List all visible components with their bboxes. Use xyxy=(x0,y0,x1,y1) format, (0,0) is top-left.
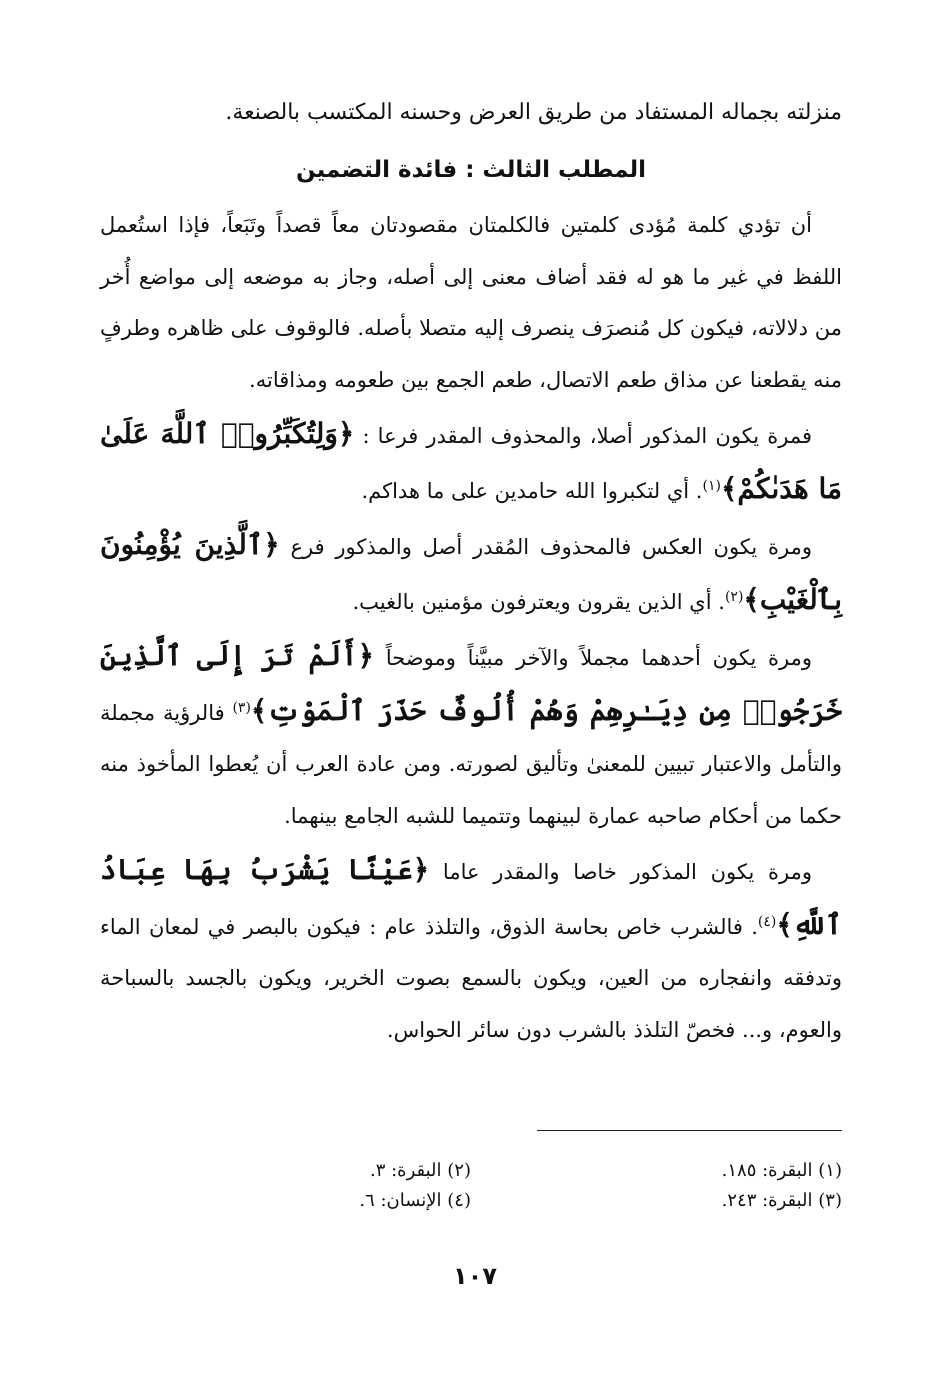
footnote-1: (١) البقرة: ١٨٥. xyxy=(721,1160,842,1181)
quran-verse-2: ﴿ٱلَّذِينَ يُؤْمِنُونَ بِٱلْغَيْبِ﴾ xyxy=(100,528,842,616)
paragraph-3-text: ومرة يكون العكس فالمحذوف المُقدر أصل والمذكور فرع xyxy=(290,535,812,559)
footnote-2: (٢) البقرة: ٣. xyxy=(369,1160,471,1181)
page-number: ١٠٧ xyxy=(453,1262,497,1290)
footnote-separator xyxy=(537,1130,842,1131)
footnote-4: (٤) الإنسان: ٦. xyxy=(359,1190,471,1211)
paragraph-5-text: ومرة يكون المذكور خاصا والمقدر عاما xyxy=(442,860,812,884)
paragraph-4-text-after: فالرؤية مجملة والتأمل والاعتبار تبيين للمعنىٰ وتأليق لصورته. ومن عادة العرب أن يُعطوا المأخوذ منه حكما من أحكام صاحبه عمارة لبينهما وتتميما للشبه الجامع بينهما. xyxy=(100,700,842,828)
footnote-ref-3: (٣) xyxy=(232,699,251,716)
paragraph-2-text-after: . أي لتكبروا الله حامدين على ما هداكم. xyxy=(361,478,703,503)
quran-verse-1: ﴿وَلِتُكَبِّرُوا۟ ٱللَّهَ عَلَىٰ مَا هَدَىٰكُمْ﴾ xyxy=(100,417,842,505)
paragraph-4-text: ومرة يكون أحدهما مجملاً والآخر مبيَّناً وموضحاً xyxy=(385,646,813,670)
paragraph-3-text-after: . أي الذين يقرون ويعترفون مؤمنين بالغيب. xyxy=(352,589,725,614)
quran-verse-4: ﴿عَيْنًا يَشْرَبُ بِهَا عِبَادُ ٱللَّهِ﴾ xyxy=(100,853,842,941)
intro-line: منزلته بجماله المستفاد من طريق العرض وحسنه المكتسب بالصنعة. xyxy=(225,100,842,125)
paragraph-2 xyxy=(100,408,842,517)
footnote-ref-4: (٤) xyxy=(757,913,777,930)
footnote-ref-2: (٢) xyxy=(724,588,744,605)
page-body xyxy=(100,88,842,1058)
paragraph-1: أن تؤدي كلمة مُؤدى كلمتين فالكلمتان مقصودتان معاً قصداً وتَبَعاً، فإذا استُعمل اللفظ في غير ما هو له فقد أضاف معنى إلى أصله، وجاز به موضعه إلى مواضع أُخر من دلالاته، فيكون كل مُنصرَف ينصرف إليه متصلا بأصله. فالوقوف على ظاهره وطرفٍ منه يقطعنا عن مذاق طعم الاتصال، طعم الجمع بين طعومه ومذاقاته. xyxy=(100,213,842,392)
paragraph-4 xyxy=(100,630,842,842)
quran-verse-3: ﴿أَلَمْ تَرَ إِلَى ٱلَّذِينَ خَرَجُوا۟ مِن دِيَـٰرِهِمْ وَهُمْ أُلُوفٌ حَذَرَ ٱلْمَوْتِ﴾ xyxy=(100,639,842,727)
paragraph-2-text: فمرة يكون المذكور أصلا، والمحذوف المقدر فرعا : xyxy=(362,424,813,448)
footnotes xyxy=(100,1158,842,1214)
paragraph-5 xyxy=(100,844,842,1056)
section-heading: المطلب الثالث : فائدة التضمين xyxy=(295,157,647,183)
footnote-3: (٣) البقرة: ٢٤٣. xyxy=(721,1190,842,1211)
paragraph-3 xyxy=(100,519,842,628)
footnote-ref-1: (١) xyxy=(702,477,721,494)
paragraph-5-text-after: . فالشرب خاص بحاسة الذوق، والتلذذ عام : فيكون بالبصر في لمعان الماء وتدفقه وانفجاره من العين، ويكون بالسمع بصوت الخرير، ويكون بالجسد بالسباحة والعوم، و... فخصّ التلذذ بالشرب دون سائر الحواس. xyxy=(100,914,842,1042)
